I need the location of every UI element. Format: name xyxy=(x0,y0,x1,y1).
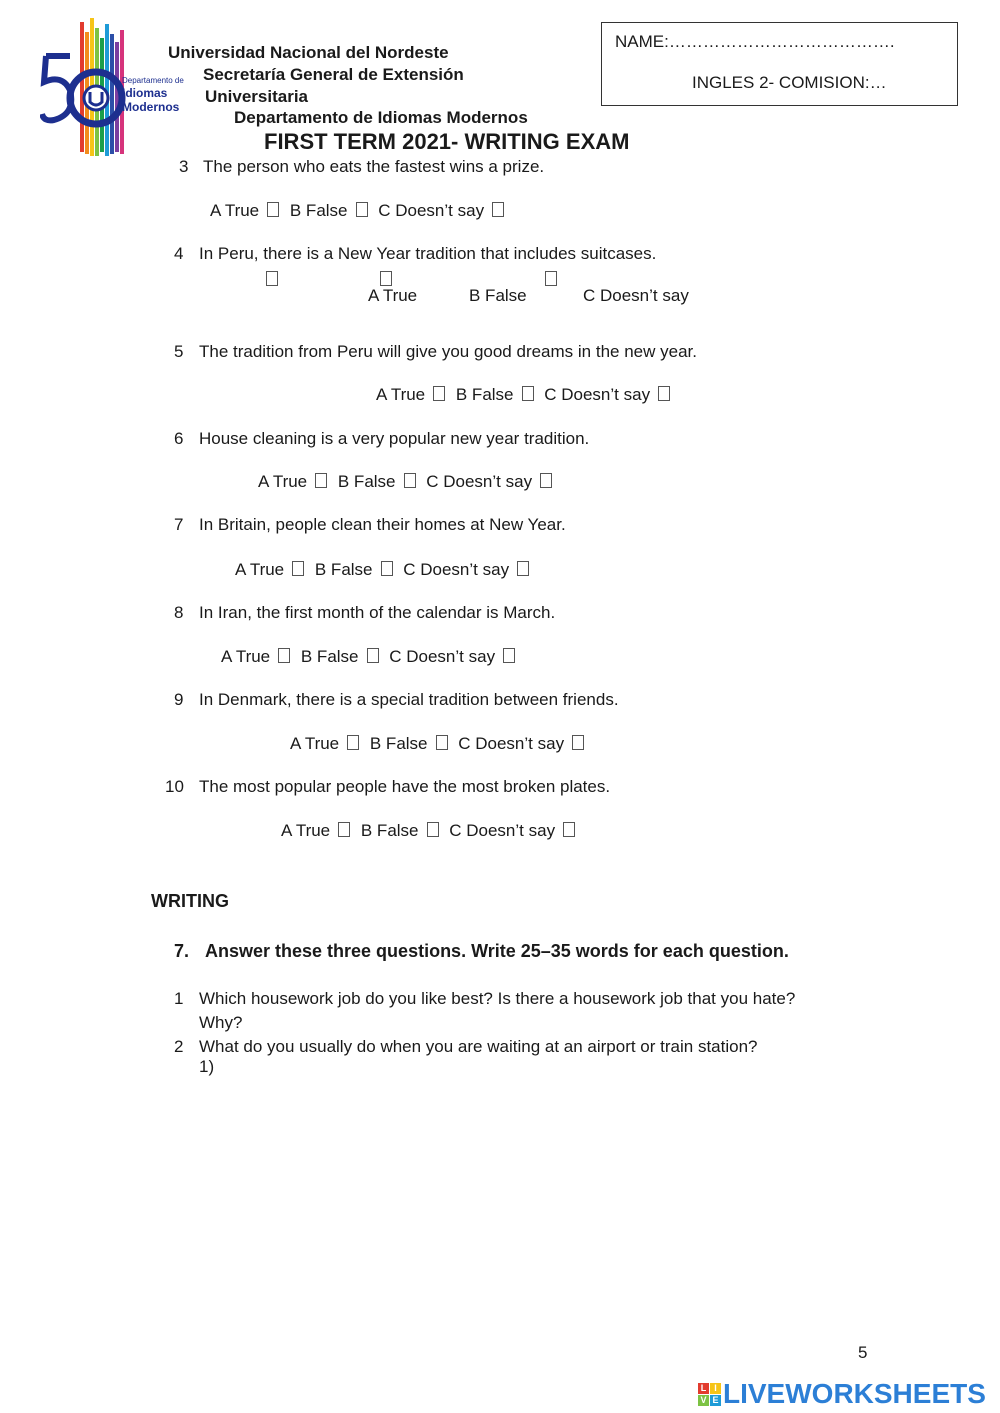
option-a-checkbox[interactable] xyxy=(267,202,279,217)
university-logo xyxy=(40,18,190,160)
option-a-label: A True xyxy=(290,734,340,753)
option-a-label: A True xyxy=(221,647,271,666)
writing-item-2-text: What do you usually do when you are waiting at an airport or train station? xyxy=(199,1037,758,1056)
option-b-label: B False xyxy=(337,472,396,491)
option-b-checkbox[interactable] xyxy=(356,202,368,217)
writing-task-instructions: Answer these three questions. Write 25–35 words for each question. xyxy=(205,941,789,961)
option-a-checkbox[interactable] xyxy=(292,561,304,576)
option-c-checkbox[interactable] xyxy=(658,386,670,401)
question-4-text: In Peru, there is a New Year tradition that includes suitcases. xyxy=(199,244,657,263)
question-5-text: The tradition from Peru will give you good dreams in the new year. xyxy=(199,342,697,361)
option-c-checkbox[interactable] xyxy=(517,561,529,576)
option-c-checkbox[interactable] xyxy=(503,648,515,663)
course-field-label: INGLES 2- COMISION:… xyxy=(692,73,887,92)
name-field-label: NAME:…………………………………. xyxy=(615,32,895,51)
option-c-checkbox[interactable] xyxy=(540,473,552,488)
option-c-label: C Doesn’t say xyxy=(378,201,485,220)
option-b-checkbox[interactable] xyxy=(404,473,416,488)
writing-heading: WRITING xyxy=(151,891,229,911)
question-7-text: In Britain, people clean their homes at New Year. xyxy=(199,515,566,534)
header-university: Universidad Nacional del Nordeste xyxy=(168,43,449,62)
option-b-checkbox[interactable] xyxy=(381,561,393,576)
option-c-checkbox[interactable] xyxy=(545,271,557,286)
option-b-checkbox[interactable] xyxy=(436,735,448,750)
question-9-number: 9 xyxy=(174,690,184,709)
logo-text-idiomas: Idiomas xyxy=(122,86,168,100)
option-a-checkbox[interactable] xyxy=(433,386,445,401)
option-c-label: C Doesn’t say xyxy=(426,472,533,491)
question-6-number: 6 xyxy=(174,429,184,448)
student-info-box[interactable] xyxy=(601,22,958,106)
question-10-options xyxy=(281,821,581,841)
option-c-label: C Doesn’t say xyxy=(544,385,651,404)
header-secretaria: Secretaría General de Extensión xyxy=(203,65,464,84)
option-c-label: C Doesn’t say xyxy=(403,560,510,579)
option-c-checkbox[interactable] xyxy=(572,735,584,750)
option-b-label: B False xyxy=(455,385,514,404)
answer-1-label: 1) xyxy=(199,1057,215,1076)
question-9-options xyxy=(290,734,590,754)
question-9-text: In Denmark, there is a special tradition between friends. xyxy=(199,690,619,709)
option-a-checkbox[interactable] xyxy=(278,648,290,663)
question-3-number: 3 xyxy=(179,157,189,176)
option-c-checkbox[interactable] xyxy=(563,822,575,837)
header-universitaria: Universitaria xyxy=(205,87,308,106)
question-10-number: 10 xyxy=(165,777,184,796)
option-a-label: A True xyxy=(368,286,418,305)
option-a-checkbox[interactable] xyxy=(347,735,359,750)
logo-text-dept: Departamento de xyxy=(122,76,184,85)
option-c-label: C Doesn’t say xyxy=(389,647,496,666)
question-8-text: In Iran, the first month of the calendar is March. xyxy=(199,603,556,622)
header-department: Departamento de Idiomas Modernos xyxy=(234,108,528,127)
logo-text-modernos: Modernos xyxy=(122,100,180,114)
option-b-label: B False xyxy=(314,560,373,579)
question-5-number: 5 xyxy=(174,342,184,361)
question-3-text: The person who eats the fastest wins a prize. xyxy=(203,157,545,176)
writing-task-number: 7. xyxy=(174,941,190,961)
page-number: 5 xyxy=(858,1343,868,1362)
option-c-label: C Doesn’t say xyxy=(583,286,689,305)
liveworksheets-logo-icon: L I V E xyxy=(698,1383,721,1406)
option-a-label: A True xyxy=(210,201,260,220)
option-b-label: B False xyxy=(369,734,428,753)
writing-item-1-text: Which housework job do you like best? Is there a housework job that you hate? xyxy=(199,989,796,1008)
logo-graphic xyxy=(40,18,190,160)
option-b-checkbox[interactable] xyxy=(367,648,379,663)
option-b-label: B False xyxy=(300,647,359,666)
question-8-options xyxy=(221,647,521,667)
option-c-label: C Doesn’t say xyxy=(458,734,565,753)
option-c-checkbox[interactable] xyxy=(492,202,504,217)
writing-item-2-number: 2 xyxy=(174,1037,184,1056)
question-10-text: The most popular people have the most broken plates. xyxy=(199,777,611,796)
question-8-number: 8 xyxy=(174,603,184,622)
exam-title: FIRST TERM 2021- WRITING EXAM xyxy=(264,129,630,154)
question-6-text: House cleaning is a very popular new year tradition. xyxy=(199,429,590,448)
option-a-checkbox[interactable] xyxy=(266,271,278,286)
question-4-number: 4 xyxy=(174,244,184,263)
question-7-options xyxy=(235,560,535,580)
option-a-checkbox[interactable] xyxy=(315,473,327,488)
option-a-label: A True xyxy=(281,821,331,840)
liveworksheets-watermark[interactable] xyxy=(698,1378,986,1410)
option-b-label: B False xyxy=(289,201,348,220)
liveworksheets-text: LIVEWORKSHEETS xyxy=(723,1378,986,1409)
option-b-checkbox[interactable] xyxy=(522,386,534,401)
writing-item-1-number: 1 xyxy=(174,989,184,1008)
option-b-checkbox[interactable] xyxy=(380,271,392,286)
question-5-options xyxy=(376,385,676,405)
question-6-options xyxy=(258,472,558,492)
option-a-label: A True xyxy=(258,472,308,491)
option-a-checkbox[interactable] xyxy=(338,822,350,837)
option-a-label: A True xyxy=(235,560,285,579)
question-3-options xyxy=(210,201,510,221)
writing-item-1-text-cont: Why? xyxy=(199,1013,243,1032)
option-b-label: B False xyxy=(469,286,527,305)
option-a-label: A True xyxy=(376,385,426,404)
question-7-number: 7 xyxy=(174,515,184,534)
option-c-label: C Doesn’t say xyxy=(449,821,556,840)
option-b-label: B False xyxy=(360,821,419,840)
option-b-checkbox[interactable] xyxy=(427,822,439,837)
